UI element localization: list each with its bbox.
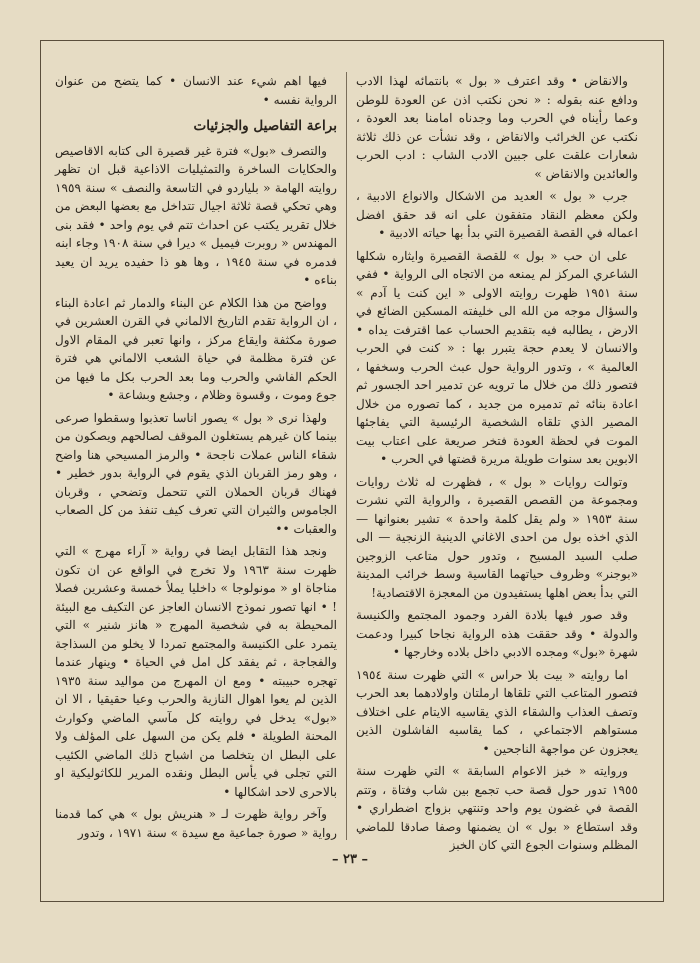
page-number: – ٢٣ – [331, 852, 369, 867]
paragraph: وروايته « خبز الاعوام السابقة » التي ظهرت سنة ١٩٥٥ تدور حول قصة حب تجمع بين شاب وفتاة ، وتتم القصة في غضون يوم واحد وتنتهي بزواج اضطراري • وقد استطاع « بول » ان يضمنها وصفا صادقا للماضي المظلم وسنوات الجوع التي كان الخبز [356, 764, 638, 852]
left-column [55, 72, 337, 842]
paragraph: اما روايته « بيت بلا حراس » التي ظهرت سنة ١٩٥٤ فتصور المتاعب التي تلقاها ارملتان واولادهما بعد الحرب وتصف العذاب والشقاء الذي يقاسيه الايتام على اختلاف مستواهم الاجتماعي ، كما يقاسيه الفاشلون الذين يعجزون عن مواجهة الناجحين • [356, 667, 638, 756]
paragraph: جرب « بول » العديد من الاشكال والانواع الادبية ، ولكن معظم النقاد متفقون على انه قد حقق افضل اعماله في القصة القصيرة التي بدأ بها حياته الادبية • [356, 189, 638, 240]
paragraph: وقد صور فيها بلادة الفرد وجمود المجتمع والكنيسة والدولة • وقد حققت هذه الرواية نجاحا كبيرا ودعمت شهرة «بول» ومجده الادبي داخل بلاده وخارجها • [356, 608, 638, 659]
column-divider [346, 72, 347, 840]
paragraph: والتصرف «بول» فترة غير قصيرة الى كتابه الاقاصيص والحكايات الساخرة والتمثيليات الاذاعية قبل ان تظهر روايته الهامة « بلياردو في التاسعة والنصف » سنة ١٩٥٩ وهي تحكي قصة ثلاثة اجيال تتداخل مع بعضها البعض من خلال تقرير يكتب عن احداث تتم في يوم واحد • فقد بنى المهندس « روبرت فيميل » ديرا في سنة ١٩٠٨ وجاء ابنه فدمره في سنة ١٩٤٥ ، وها هو ذا حفيده يريد ان يعيد بناءه • [55, 143, 337, 287]
paragraph: فيها اهم شيء عند الانسان • كما يتضح من عنوان الرواية نفسه • [55, 74, 337, 107]
paragraph: ونجد هذا التقابل ايضا في رواية « آراء مهرج » التي ظهرت سنة ١٩٦٣ ولا تخرج في الواقع عن ان تكون مناجاة او « مونولوجا » داخليا يملأ خمسة وعشرين فصلا ! • انها تصور نموذج الانسان العاجز عن التكيف مع البيئة المحيطة به في شخصية المهرج « هانز شنير » التي يتمرد على الكنيسة والمجتمع تمردا لا يخلو من السذاجة والفجاجة ، ثم يفقد كل امل في الحياة • وينهار عندما تهجره حبيبته • ومع ان المهرج من مواليد سنة ١٩٣٥ الذين لم يعوا اهوال النازية والحرب وعيا حقيقيا ، الا ان «بول» يدخل في روايته كل مآسي الماضي وكوارث المحنة الطويلة • فلم يكن من السهل على المؤلف ولا على البطل ان يتخلصا من اشباح ذلك الماضي الكئيب التي تجلى في يأس البطل ونقده المرير للكاثوليكية او بالاحرى لاحد اشكالها • [55, 544, 337, 799]
section-heading: براعة التفاصيل والجزئيات [193, 118, 337, 134]
paragraph: على ان حب « بول » للقصة القصيرة وايثاره شكلها الشاعري المركز لم يمنعه من الاتجاه الى الرواية • ففي سنة ١٩٥١ ظهرت روايته الاولى « اين كنت يا آدم » والسؤال موجه من الله الى خليفته المسكين الضائع في الارض ، يطالبه فيه بتقديم الحساب عما اقترفت يداه • والانسان لا يعدم حجة يتبرر بها : « كنت في الحرب العالمية » ، وتدور الرواية حول عبث الحرب وسخفها ، فتصور ذلك من خلال ما ترويه عن تدمير احد الجسور ثم اعادة بنائه ثم تدميره من جديد ، كما تصوره من خلال المصير الذي تلقاه الشخصية الرئيسية التي يفاجئها الموت في لحظة العودة فتخر صريعة على اعتاب بيت الابوين بعد سنوات طويلة مريرة قضتها في الحرب • [356, 248, 638, 466]
paragraph: وآخر رواية ظهرت لـ « هنريش بول » هي كما قدمنا رواية « صورة جماعية مع سيدة » سنة ١٩٧١ ، وتدور [55, 807, 337, 840]
paragraph: ولهذا نرى « بول » يصور اناسا تعذبوا وسقطوا صرعى بينما كان غيرهم يستغلون الموقف لصالحهم ويصكون من شقاء الناس عملات ناجحة • والرمز المسيحي هنا واضح ، وهو رمز القربان الذي يقوم في الرواية بدور خطير • فهناك قربان الحملان التي تتحمل وتضحي ، وقربان الجاموس والثيران التي تعرف كيف تنفذ من كل الصعاب والعقبات •• [55, 410, 337, 536]
paragraph: والانقاض • وقد اعترف « بول » بانتمائه لهذا الادب ودافع عنه بقوله : « نحن نكتب اذن عن العودة للوطن وعما رأيناه في الحرب وما وجدناه امامنا بعد العودة ، نكتب عن الخرائب والانقاض ، وقد نشأت عن ذلك ثلاثة شعارات علقت على جبين الادب الشاب : ادب الحرب والعائدين والانقاض » [356, 74, 638, 181]
paragraph: وتوالت روايات « بول » ، فظهرت له ثلاث روايات ومجموعة من القصص القصيرة ، والرواية التي نشرت سنة ١٩٥٣ « ولم يقل كلمة واحدة » تشير بعنوانها — الذي اخذه بول من احدى الاغاني الدينية الزنجية — الى صلب السيد المسيح ، وتدور حول متاعب الزوجين «بوجنر» وظروف حياتهما القاسية وسط خرائب المدينة التي بدأ بعض اهلها يستفيدون من المعجزة الاقتصادية! [356, 474, 638, 600]
right-column [356, 72, 638, 852]
paragraph: وواضح من هذا الكلام عن البناء والدمار ثم اعادة البناء ، ان الرواية تقدم التاريخ الالماني في القرن العشرين في صورة مكثفة وايقاع مركز ، وانها تعبر في المقام الاول عن فترة مظلمة في حياة الشعب الالماني هي فترة الحكم الفاشي والحرب وما بعد الحرب بكل ما فيها من جوع وموت ، وقسوة وظلام ، وجشع وبشاعة • [55, 295, 337, 402]
